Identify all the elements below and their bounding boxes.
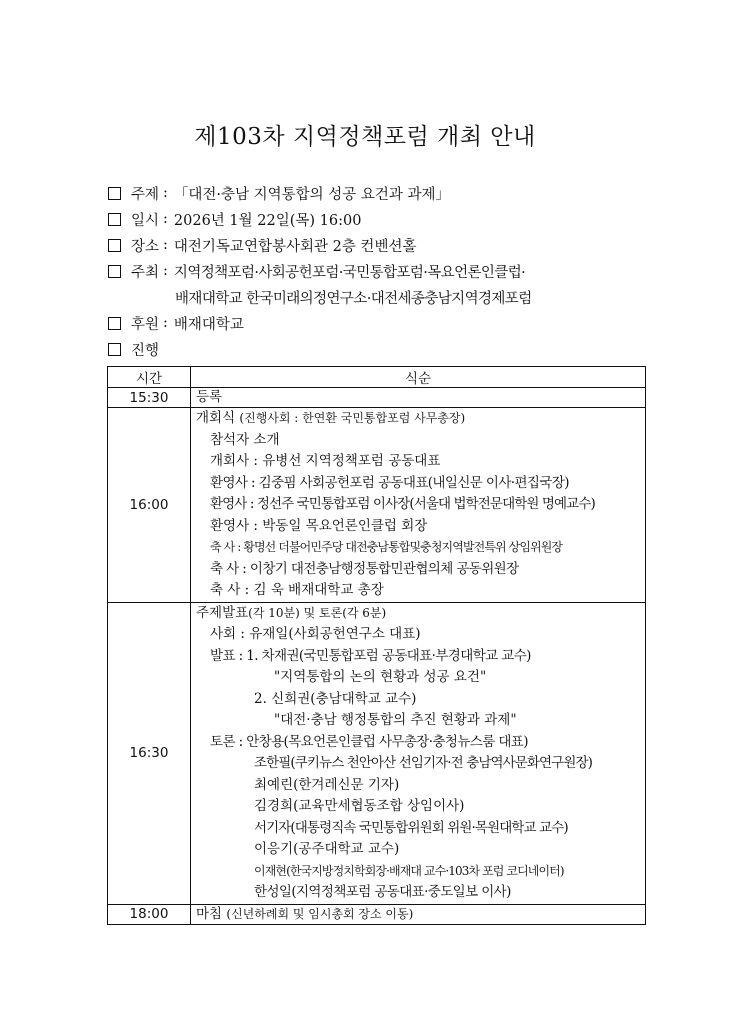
- discussant: 이재현(한국지방정치학회장·배재대 교수·103차 포럼 코디네이터): [254, 863, 564, 878]
- square-bullet-icon: [108, 187, 121, 200]
- table-row-registration: [108, 388, 646, 408]
- discussant: 한성일(지역정책포럼 공동대표·중도일보 이사): [254, 884, 511, 900]
- info-label: 장소: [131, 238, 160, 255]
- square-bullet-icon: [108, 213, 121, 226]
- info-label: 주제: [131, 186, 160, 203]
- discussion-line: 토론 : 안창용(목요언론인클럽 사무총장·충청뉴스룸 대표): [210, 733, 528, 750]
- presenter-topic: "지역통합의 논의 현황과 성공 요건": [274, 669, 487, 685]
- discussant: 김경희(교육만세협동조합 상임이사): [254, 798, 465, 814]
- header-content: 식순: [191, 367, 646, 388]
- presenter-line: 2. 신희권(충남대학교 교수): [254, 690, 417, 707]
- opening-line: 개회사 : 유병선 지역정책포럼 공동대표: [210, 453, 441, 469]
- presenter-topic: "대전·충남 행정통합의 추진 현황과 과제": [274, 712, 517, 728]
- opening-line: 환영사 : 박동일 목요언론인클럽 회장: [210, 517, 428, 534]
- square-bullet-icon: [108, 265, 121, 278]
- presentation-title: 주제발표(각 10분) 및 토론(각 6분): [196, 604, 387, 621]
- time-cell: 16:00: [108, 408, 191, 603]
- table-row-opening: [108, 408, 646, 603]
- opening-line: 환영사 : 김중핌 사회공헌포럼 공동대표(내일신문 이사·편집국장): [210, 474, 569, 491]
- info-label: 일시: [131, 212, 160, 229]
- time-cell: 18:00: [108, 904, 191, 924]
- opening-line: 축 사 : 김 욱 배재대학교 총장: [210, 582, 384, 598]
- opening-line: 축 사 : 이창기 대전충남행정통합민관협의체 공동위원장: [210, 560, 519, 577]
- discussant: 이응기(공주대학교 교수): [254, 841, 400, 857]
- info-sponsor: 후원 : 배재대학교: [108, 310, 668, 336]
- opening-line: 환영사 : 정선주 국민통합포럼 이사장(서울대 법학전문대학원 명예교수): [210, 496, 595, 512]
- info-value: 배재대학교: [173, 316, 244, 333]
- info-value: 「대전·충남 지역통합의 성공 요건과 과제」: [173, 186, 451, 203]
- info-label: 진행: [131, 342, 160, 359]
- info-venue: 장소 : 대전기독교연합봉사회관 2층 컨벤션홀: [108, 232, 668, 258]
- square-bullet-icon: [108, 317, 121, 330]
- closing-text: 마침 (신년하례회 및 임시총회 장소 이동): [196, 905, 414, 922]
- schedule-table: [107, 366, 646, 925]
- opening-line: 참석자 소개: [210, 431, 280, 448]
- square-bullet-icon: [108, 239, 121, 252]
- discussant: 서기자(대통령직속 국민통합위원회 위원·목원대학교 교수): [254, 819, 568, 836]
- event-info: [108, 180, 668, 362]
- discussant: 최예린(한겨레신문 기자): [254, 776, 400, 793]
- info-value: 대전기독교연합봉사회관 2층 컨벤션홀: [173, 238, 417, 255]
- info-topic: 주제 : 「대전·충남 지역통합의 성공 요건과 과제」: [108, 180, 668, 206]
- info-host-continued: [108, 284, 668, 310]
- info-host: 주최 : 지역정책포럼·사회공헌포럼·국민통합포럼·목요언론인클럽·: [108, 258, 668, 284]
- info-program: [108, 336, 668, 362]
- table-row-presentation: [108, 602, 646, 904]
- info-value: 배재대학교 한국미래의정연구소·대전세종충남지역경제포럼: [175, 290, 532, 307]
- square-bullet-icon: [108, 343, 121, 356]
- info-label: 주최: [131, 264, 160, 281]
- page-title: 제103차 지역정책포럼 개최 안내: [194, 124, 536, 150]
- time-cell: 15:30: [108, 388, 191, 408]
- info-value: 지역정책포럼·사회공헌포럼·국민통합포럼·목요언론인클럽·: [173, 264, 526, 281]
- table-header-row: [108, 367, 646, 388]
- time-cell: 16:30: [108, 602, 191, 904]
- presenter-line: 발표 : 1. 차재권(국민통합포럼 공동대표·부경대학교 교수): [210, 647, 531, 664]
- opening-title: 개회식 (진행사회 : 한연환 국민통합포럼 사무총장): [196, 410, 466, 426]
- info-label: 후원: [131, 316, 160, 333]
- registration-text: 등록: [196, 389, 223, 405]
- discussant: 조한필(쿠키뉴스 천안아산 선임기자·전 충남역사문화연구원장): [254, 755, 592, 771]
- opening-line: 축 사 : 황명선 더불어민주당 대전충남통합및충청지역발전특위 상임위원장: [210, 540, 563, 554]
- moderator-line: 사회 : 유재일(사회공헌연구소 대표): [210, 626, 421, 642]
- table-row-closing: [108, 904, 646, 924]
- info-datetime: 일시 : 2026년 1월 22일(목) 16:00: [108, 206, 668, 232]
- info-value: 2026년 1월 22일(목) 16:00: [173, 212, 362, 229]
- header-time: 시간: [108, 367, 191, 388]
